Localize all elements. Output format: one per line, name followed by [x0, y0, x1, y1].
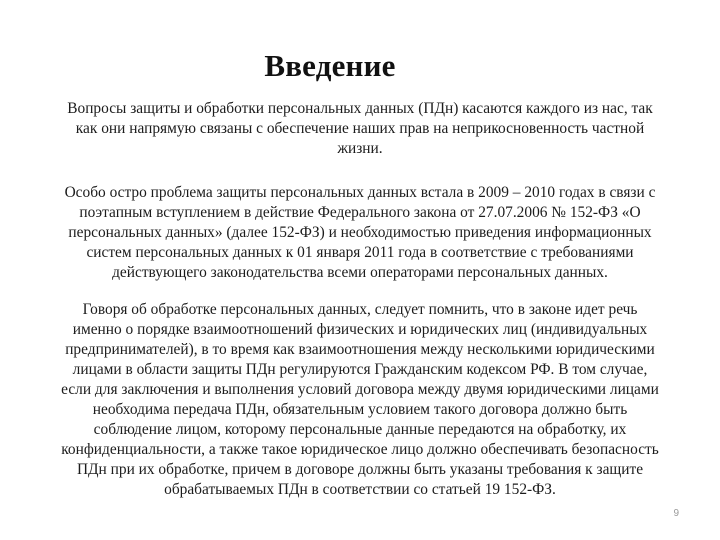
paragraph-line: ПДн при их обработке, причем в договоре должны быть указаны требования к защите	[76, 461, 644, 478]
law-paragraph	[46, 183, 674, 283]
paragraph-line: лицами в области защиты ПДн регулируются Гражданским кодексом РФ. В том случае,	[72, 361, 648, 378]
paragraph-line: Говоря об обработке персональных данных, следует помнить, что в законе идет речь	[82, 301, 638, 318]
paragraph-line: соблюдение лицом, которому персональные данные передаются на обработку, их	[93, 421, 627, 438]
processing-paragraph	[46, 300, 674, 500]
paragraph-line: Особо остро проблема защиты персональных данных встала в 2009 – 2010 годах в связи с	[64, 184, 656, 201]
paragraph-line: необходима передача ПДн, обязательным условием такого договора должно быть	[92, 401, 628, 418]
paragraph-line: действующего законодательства всеми операторами персональных данных.	[112, 264, 608, 281]
paragraph-line: Вопросы защиты и обработки персональных данных (ПДн) касаются каждого из нас, так	[67, 100, 653, 117]
paragraph-line: если для заключения и выполнения условий договора между двумя юридическими лицами	[61, 381, 659, 398]
paragraph-line: именно о порядке взаимоотношений физических и юридических лиц (индивидуальных	[72, 321, 648, 338]
paragraph-line: предпринимателей), в то время как взаимоотношения между несколькими юридическими	[65, 341, 655, 358]
paragraph-line: поэтапным вступлением в действие Федерального закона от 27.07.2006 № 152-ФЗ «О	[79, 204, 641, 221]
intro-paragraph	[46, 99, 674, 159]
page-number: 9	[673, 508, 679, 519]
slide-title: Введение	[264, 48, 396, 83]
paragraph-line: конфиденциальности, а также такое юридическое лицо должно обеспечивать безопасность	[61, 441, 659, 458]
paragraph-line: жизни.	[337, 140, 383, 157]
paragraph-line: обрабатываемых ПДн в соответствии со статьей 19 152-ФЗ.	[164, 481, 556, 498]
paragraph-line: как они напрямую связаны с обеспечение наших прав на неприкосновенность частной	[75, 120, 645, 137]
paragraph-line: персональных данных» (далее 152-ФЗ) и необходимостью приведения информационных	[68, 224, 652, 241]
paragraph-line: систем персональных данных к 01 января 2011 года в соответствие с требованиями	[86, 244, 634, 261]
